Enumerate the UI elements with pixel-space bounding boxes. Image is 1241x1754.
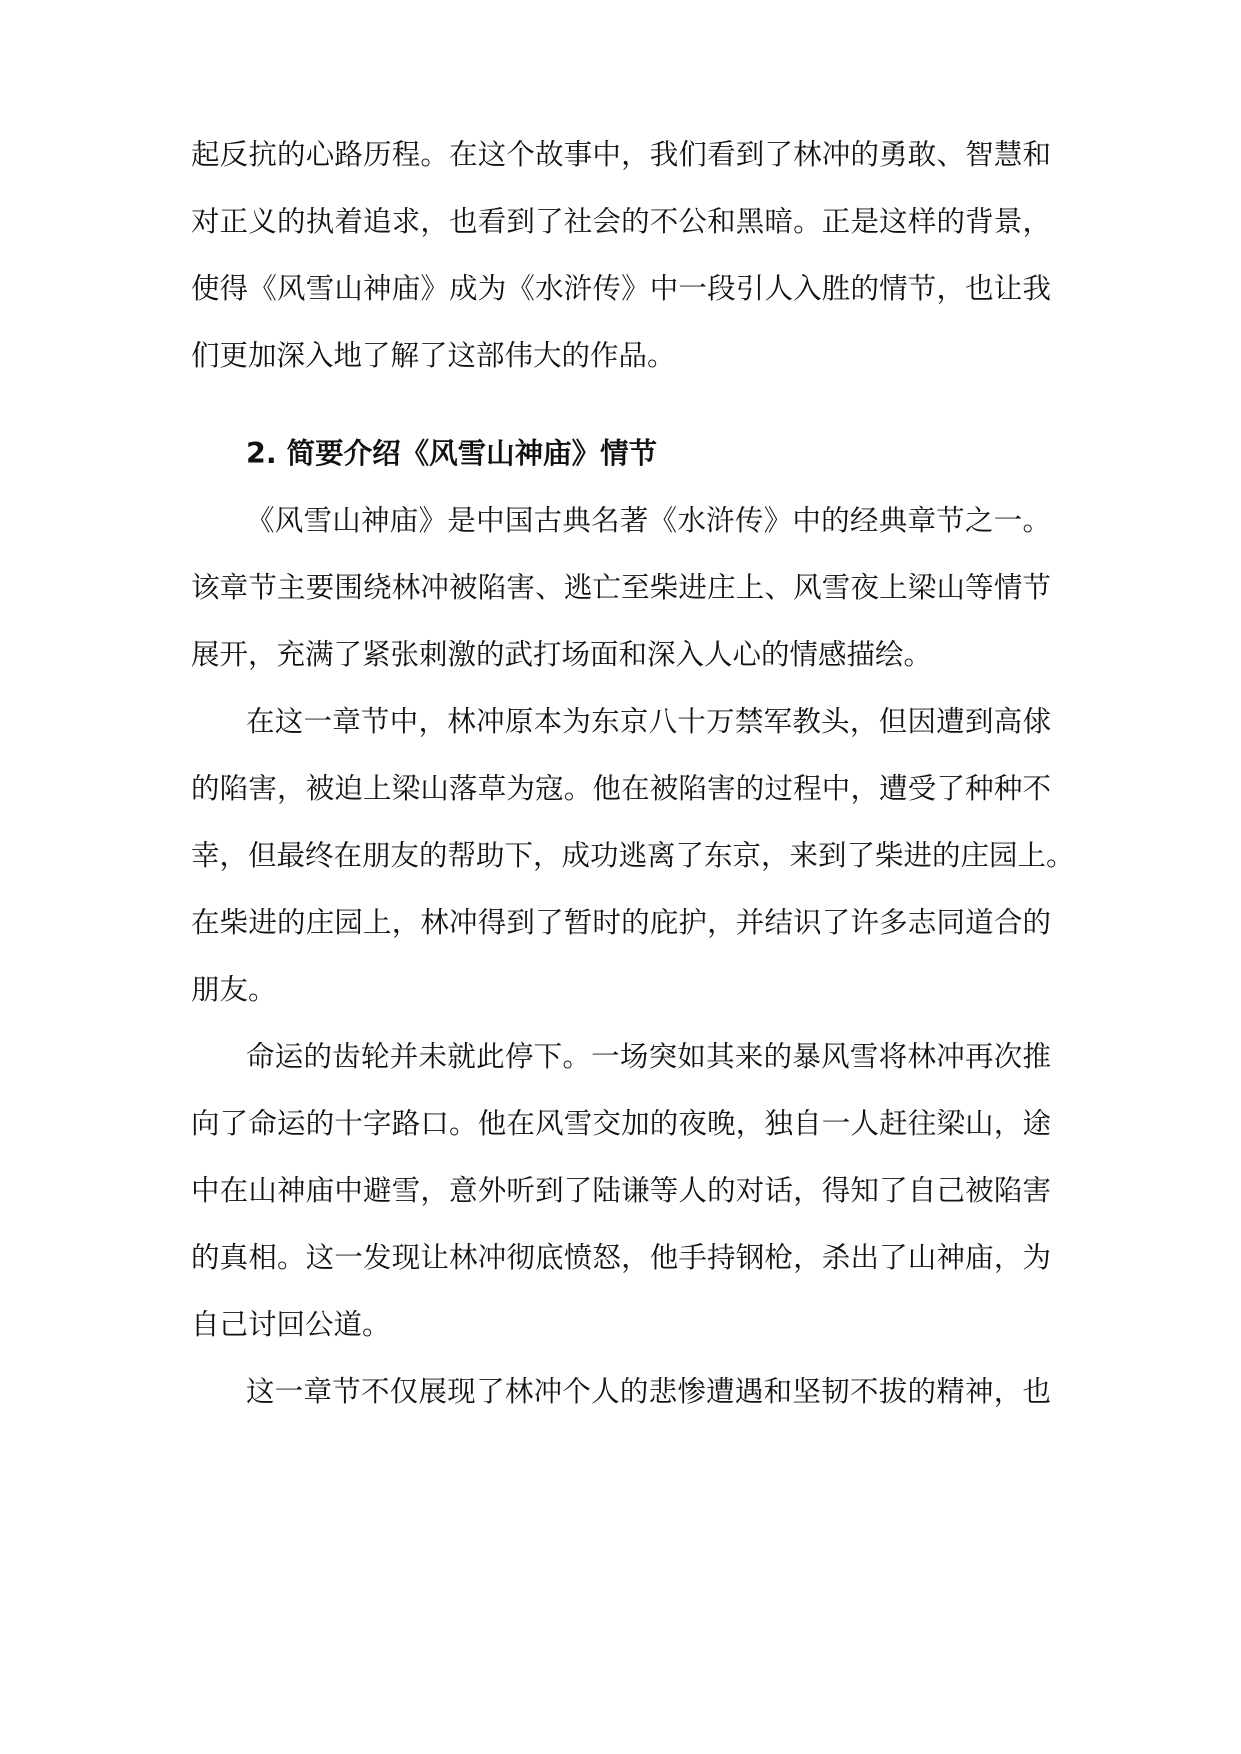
- paragraph-line: 命运的齿轮并未就此停下。一场突如其来的暴风雪将林冲再次推: [246, 1040, 1051, 1073]
- paragraph-line: 朋友。: [191, 973, 277, 1006]
- paragraph-line: 的真相。这一发现让林冲彻底愤怒，他手持钢枪，杀出了山神庙，为: [191, 1241, 1051, 1274]
- paragraph-line: 对正义的执着追求，也看到了社会的不公和黑暗。正是这样的背景，: [191, 205, 1051, 238]
- paragraph-line: 中在山神庙中避雪，意外听到了陆谦等人的对话，得知了自己被陷害: [191, 1174, 1051, 1207]
- paragraph-line: 展开，充满了紧张刺激的武打场面和深入人心的情感描绘。: [191, 638, 933, 671]
- paragraph-line: 幸，但最终在朋友的帮助下，成功逃离了东京，来到了柴进的庄园上。: [191, 839, 1075, 872]
- paragraph-line: 们更加深入地了解了这部伟大的作品。: [191, 339, 676, 372]
- paragraph-line: 《风雪山神庙》是中国古典名著《水浒传》中的经典章节之一。: [246, 504, 1051, 537]
- paragraph-line: 在这一章节中，林冲原本为东京八十万禁军教头，但因遭到高俅: [246, 705, 1051, 738]
- section-heading: 2. 简要介绍《风雪山神庙》情节: [246, 437, 658, 470]
- paragraph-line: 起反抗的心路历程。在这个故事中，我们看到了林冲的勇敢、智慧和: [191, 138, 1051, 171]
- paragraph-line: 在柴进的庄园上，林冲得到了暂时的庇护，并结识了许多志同道合的: [191, 906, 1051, 939]
- paragraph-line: 该章节主要围绕林冲被陷害、逃亡至柴进庄上、风雪夜上梁山等情节: [191, 571, 1051, 604]
- paragraph-line: 使得《风雪山神庙》成为《水浒传》中一段引人入胜的情节，也让我: [191, 272, 1051, 305]
- paragraph-line: 的陷害，被迫上梁山落草为寇。他在被陷害的过程中，遭受了种种不: [191, 772, 1051, 805]
- paragraph-line: 自己讨回公道。: [191, 1308, 391, 1341]
- paragraph-line: 向了命运的十字路口。他在风雪交加的夜晚，独自一人赶往梁山，途: [191, 1107, 1051, 1140]
- paragraph-line: 这一章节不仅展现了林冲个人的悲惨遭遇和坚韧不拔的精神，也: [246, 1375, 1051, 1408]
